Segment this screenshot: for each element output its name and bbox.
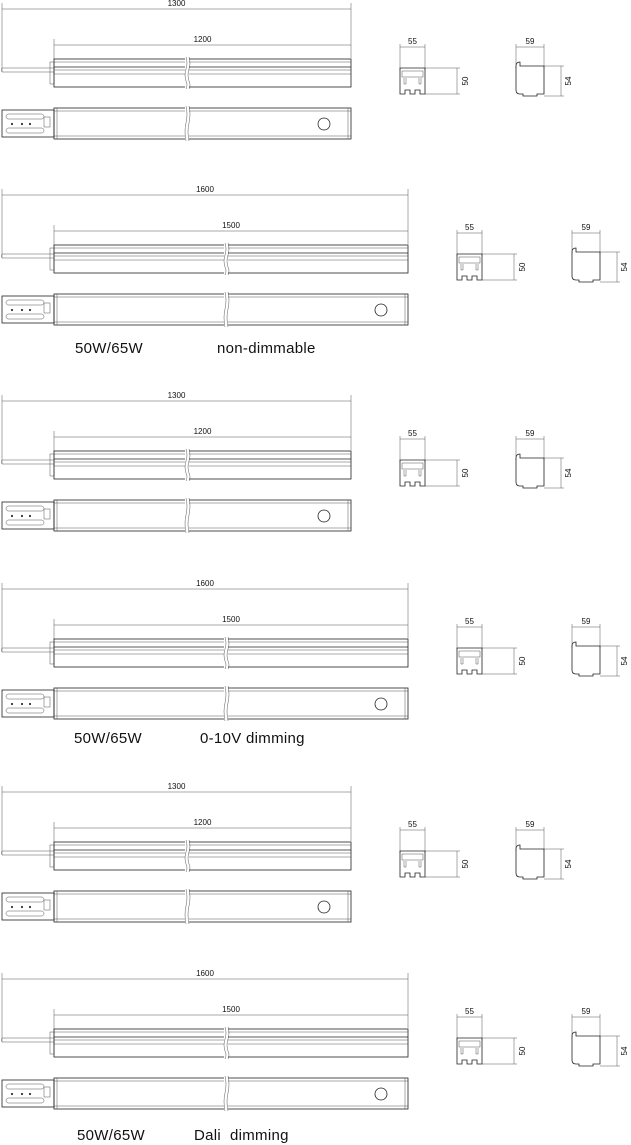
profile-height-label: 50 (461, 468, 470, 478)
body-length-label: 1500 (222, 615, 240, 624)
profile-width-label: 55 (465, 617, 474, 626)
mounting-lug (461, 658, 478, 664)
cross-section-profile (457, 1038, 482, 1064)
end-connector (50, 1032, 54, 1054)
profile-width-label: 55 (465, 223, 474, 232)
end-cover-outline (516, 454, 544, 488)
diffuser (459, 257, 480, 263)
fixture-side-profile (54, 842, 351, 870)
profile-height-label: 50 (518, 656, 527, 666)
body-length-label: 1500 (222, 221, 240, 230)
mounting-slot (6, 300, 44, 305)
caption-mode-1: non-dimmable (217, 340, 316, 357)
fixture-side-profile (54, 639, 408, 667)
end-connector (50, 454, 54, 476)
screw-hole (29, 309, 31, 311)
mounting-slot (6, 1098, 44, 1103)
fixture-drawing-4 (2, 579, 630, 721)
screw-hole (21, 309, 23, 311)
mounting-slot (6, 897, 44, 902)
mounting-end-cap (2, 68, 55, 72)
screw-hole (11, 906, 13, 908)
overall-length-label: 1600 (196, 969, 214, 978)
fixture-side-profile (54, 451, 351, 479)
end-cover-outline (516, 845, 544, 879)
caption-power-3: 50W/65W (77, 1127, 145, 1144)
mounting-end-cap (2, 648, 55, 652)
end-cover-outline (572, 642, 600, 676)
screw-hole (21, 123, 23, 125)
mounting-end-cap (2, 851, 55, 855)
mounting-end-cap (2, 460, 55, 464)
screw-hole (29, 906, 31, 908)
cover-height-label: 54 (564, 76, 573, 86)
profile-height-label: 50 (461, 76, 470, 86)
end-cover-outline (572, 248, 600, 282)
diffuser (402, 463, 423, 469)
connector-clip (44, 1087, 50, 1097)
cross-section-profile (457, 254, 482, 280)
screw-hole (11, 123, 13, 125)
end-cover-outline (572, 1032, 600, 1066)
mounting-slot (6, 128, 44, 133)
sensor-window (375, 1088, 387, 1100)
screw-hole (21, 703, 23, 705)
diffuser (459, 1041, 480, 1047)
fixture-drawing-3 (2, 391, 574, 533)
connector-clip (44, 303, 50, 313)
cross-section-profile (400, 851, 425, 877)
cover-width-label: 59 (525, 429, 535, 438)
fixture-side-profile (54, 245, 408, 273)
end-connector (50, 642, 54, 664)
cross-section-profile (400, 68, 425, 94)
cover-height-label: 54 (620, 656, 629, 666)
fixture-side-profile (54, 1029, 408, 1057)
sensor-window (375, 698, 387, 710)
mounting-slot (6, 314, 44, 319)
sensor-window (375, 304, 387, 316)
profile-height-label: 50 (518, 262, 527, 272)
screw-hole (29, 515, 31, 517)
cover-width-label: 59 (581, 617, 591, 626)
connector-clip (44, 900, 50, 910)
body-length-label: 1200 (193, 818, 212, 827)
overall-length-label: 1300 (167, 782, 186, 791)
connector-clip (44, 697, 50, 707)
cover-width-label: 59 (581, 223, 591, 232)
overall-length-label: 1300 (167, 0, 186, 8)
cover-height-label: 54 (564, 468, 573, 478)
body-length-label: 1200 (193, 35, 212, 44)
mounting-slot (6, 114, 44, 119)
profile-width-label: 55 (465, 1007, 474, 1016)
cover-width-label: 59 (525, 820, 535, 829)
body-length-label: 1500 (222, 1005, 240, 1014)
cross-section-profile (457, 648, 482, 674)
mounting-lug (404, 861, 421, 867)
mounting-slot (6, 694, 44, 699)
screw-hole (29, 123, 31, 125)
screw-hole (29, 1093, 31, 1095)
mounting-end-cap (2, 254, 55, 258)
fixture-bottom-view (54, 688, 408, 719)
fixture-drawing-1 (2, 0, 574, 141)
connector-clip (44, 509, 50, 519)
sensor-window (318, 510, 330, 522)
fixture-side-profile (54, 59, 351, 87)
mounting-slot (6, 1084, 44, 1089)
fixture-drawing-6 (2, 969, 630, 1111)
diffuser (402, 854, 423, 860)
mounting-slot (6, 520, 44, 525)
mounting-lug (461, 1048, 478, 1054)
diffuser (402, 71, 423, 77)
fixture-drawing-2 (2, 185, 630, 327)
mounting-end-cap (2, 1038, 55, 1042)
end-connector (50, 62, 54, 84)
fixture-drawing-5 (2, 782, 574, 924)
profile-height-label: 50 (518, 1046, 527, 1056)
screw-hole (11, 515, 13, 517)
screw-hole (21, 1093, 23, 1095)
mounting-slot (6, 708, 44, 713)
caption-mode-3: Dali dimming (194, 1127, 289, 1144)
cover-width-label: 59 (525, 37, 535, 46)
cover-height-label: 54 (620, 1046, 629, 1056)
end-cover-outline (516, 62, 544, 96)
mounting-slot (6, 506, 44, 511)
caption-mode-2: 0-10V dimming (200, 730, 305, 747)
caption-power-1: 50W/65W (75, 340, 143, 357)
mounting-lug (404, 78, 421, 84)
profile-height-label: 50 (461, 859, 470, 869)
screw-hole (11, 1093, 13, 1095)
overall-length-label: 1600 (196, 185, 214, 194)
cover-width-label: 59 (581, 1007, 591, 1016)
cover-height-label: 54 (564, 859, 573, 869)
fixture-bottom-view (54, 294, 408, 325)
profile-width-label: 55 (408, 429, 417, 438)
profile-width-label: 55 (408, 820, 417, 829)
end-connector (50, 845, 54, 867)
mounting-lug (404, 470, 421, 476)
profile-width-label: 55 (408, 37, 417, 46)
screw-hole (29, 703, 31, 705)
fixture-bottom-view (54, 1078, 408, 1109)
fixture-bottom-view (54, 891, 351, 922)
cover-height-label: 54 (620, 262, 629, 272)
mounting-lug (461, 264, 478, 270)
screw-hole (11, 703, 13, 705)
overall-length-label: 1600 (196, 579, 214, 588)
screw-hole (21, 515, 23, 517)
fixture-bottom-view (54, 500, 351, 531)
mounting-slot (6, 911, 44, 916)
cross-section-profile (400, 460, 425, 486)
end-connector (50, 248, 54, 270)
sensor-window (318, 118, 330, 130)
screw-hole (11, 309, 13, 311)
diffuser (459, 651, 480, 657)
sensor-window (318, 901, 330, 913)
body-length-label: 1200 (193, 427, 212, 436)
overall-length-label: 1300 (167, 391, 186, 400)
fixture-bottom-view (54, 108, 351, 139)
connector-clip (44, 117, 50, 127)
screw-hole (21, 906, 23, 908)
caption-power-2: 50W/65W (74, 730, 142, 747)
